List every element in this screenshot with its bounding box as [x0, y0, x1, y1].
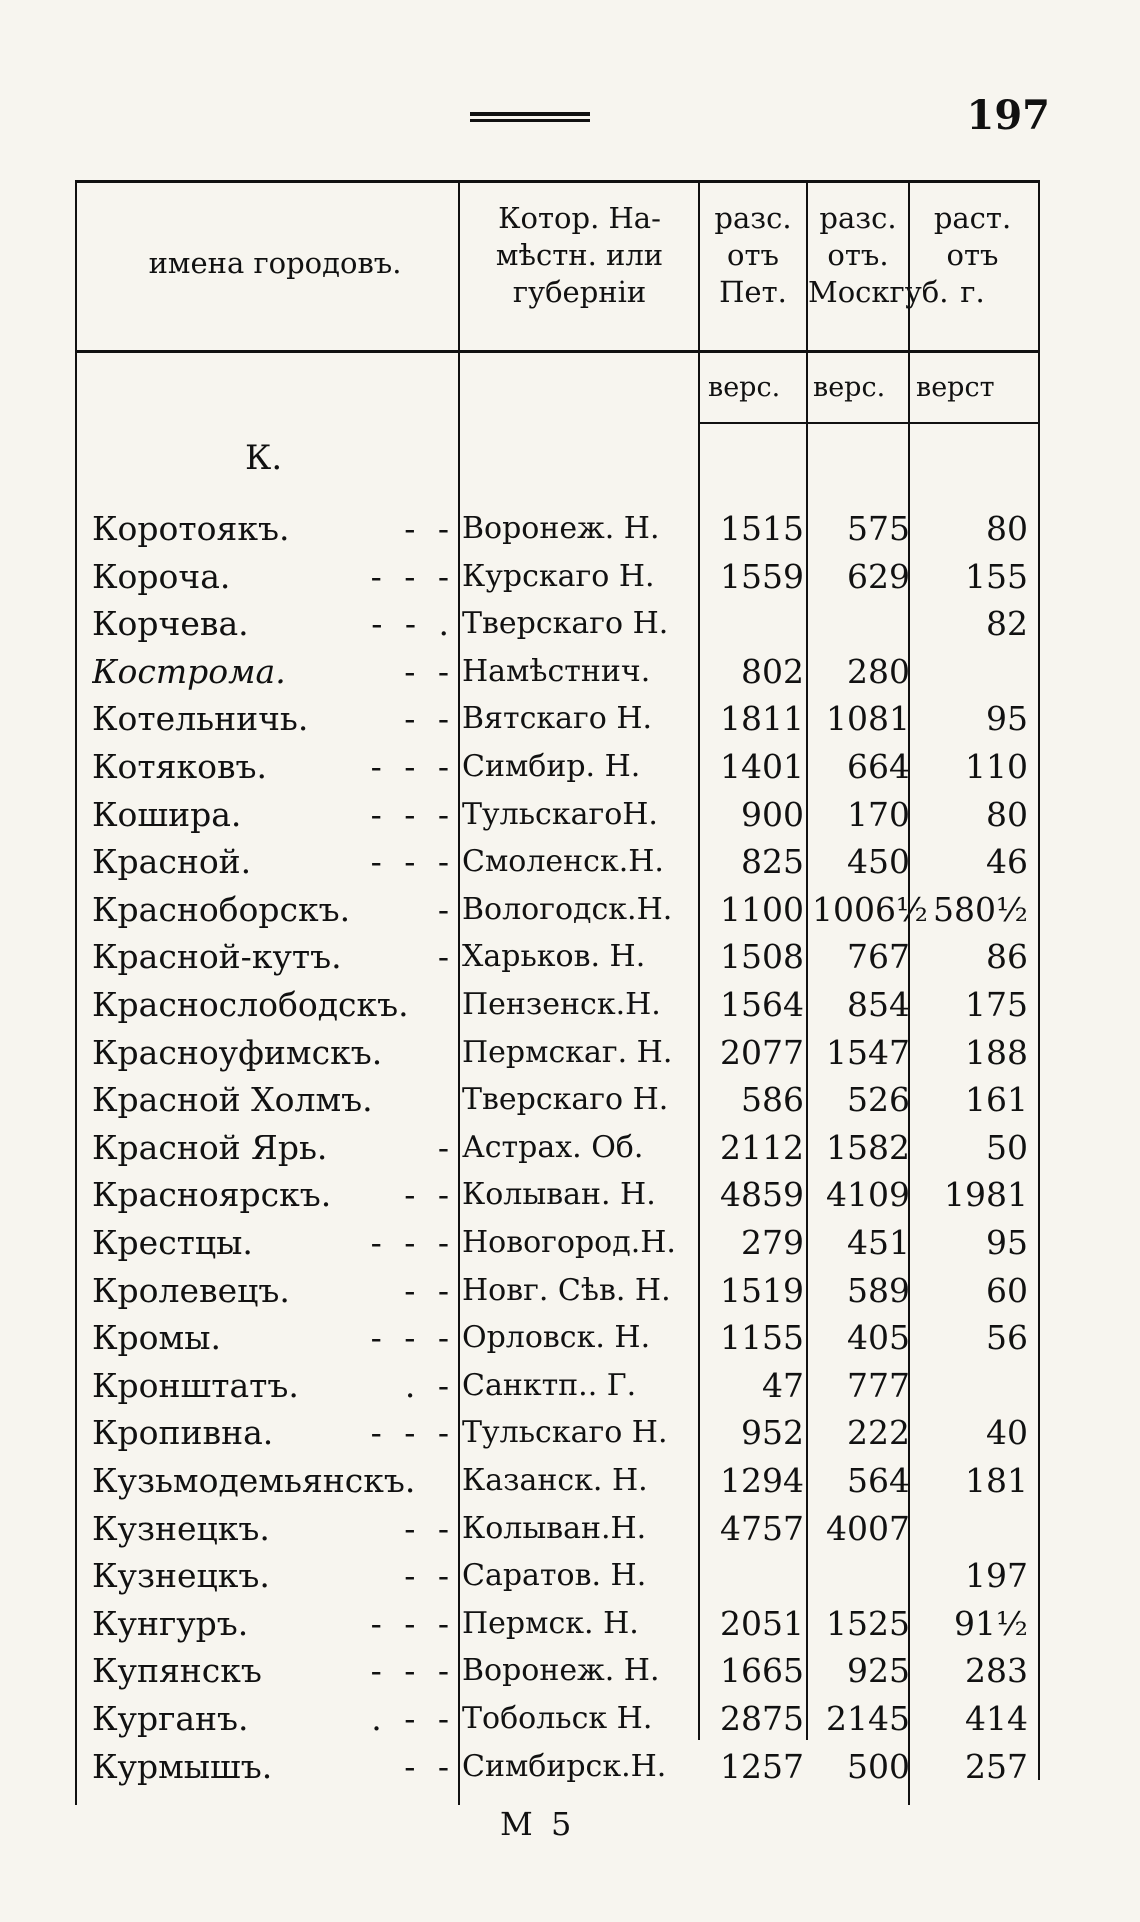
- distance-from-petersburg: 586: [741, 1080, 804, 1120]
- distance-from-petersburg: 825: [741, 842, 804, 882]
- distance-from-capital: 175: [965, 985, 1028, 1024]
- header-city: имена городовъ.: [148, 246, 402, 280]
- city-name: Красноуфимскъ.: [92, 1032, 383, 1072]
- province-name: Астрах. Об.: [462, 1129, 644, 1165]
- distance-from-moscow: 589: [847, 1270, 910, 1310]
- leader-dots: - - -: [370, 747, 455, 786]
- leader-dots: - - -: [370, 794, 455, 834]
- distance-from-moscow: 405: [847, 1318, 910, 1358]
- city-name: Красной Ярь.: [92, 1127, 328, 1167]
- distance-from-capital: 188: [965, 1032, 1028, 1072]
- distance-from-petersburg: 47: [762, 1365, 804, 1405]
- table-row: [0, 981, 1140, 1028]
- city-name: Кунгуръ.: [92, 1603, 249, 1643]
- distance-from-moscow: 4007: [826, 1508, 910, 1548]
- distance-from-capital: 82: [986, 604, 1028, 644]
- province-name: Пермск. Н.: [462, 1605, 639, 1641]
- province-name: Курскаго Н.: [462, 558, 655, 594]
- table-row: [0, 1409, 1140, 1456]
- city-name: Кролевецъ.: [92, 1270, 290, 1310]
- city-name: Кропивна.: [92, 1413, 274, 1453]
- table-row: [0, 1552, 1140, 1599]
- city-name: Купянскъ: [92, 1651, 262, 1691]
- distance-from-petersburg: 1401: [720, 747, 804, 786]
- city-name: Кузьмодемьянскъ.: [92, 1461, 416, 1500]
- city-name: Коротоякъ.: [92, 509, 290, 548]
- province-name: Вологодск.Н.: [462, 891, 673, 927]
- province-name: Симбирск.Н.: [462, 1748, 667, 1784]
- province-name: Орловск. Н.: [462, 1320, 651, 1356]
- province-name: Новг. Сѣв. Н.: [462, 1272, 671, 1308]
- leader-dots: - - -: [370, 1603, 455, 1643]
- distance-from-capital: 197: [965, 1556, 1028, 1596]
- distance-from-moscow: 925: [847, 1651, 910, 1691]
- province-name: Тобольск Н.: [462, 1701, 653, 1736]
- leader-dots: -: [437, 937, 455, 977]
- table-row: [0, 505, 1140, 552]
- city-name: Красной.: [92, 842, 252, 882]
- distance-from-moscow: 629: [847, 556, 910, 596]
- distance-from-capital: 56: [986, 1318, 1028, 1358]
- city-name: Красной Холмъ.: [92, 1080, 373, 1120]
- table-row: [0, 1505, 1140, 1552]
- distance-from-capital: 95: [986, 699, 1028, 739]
- distance-from-capital: 80: [986, 509, 1028, 548]
- leader-dots: . - -: [371, 1699, 455, 1738]
- leader-dots: - - -: [370, 842, 455, 882]
- distance-from-moscow: 575: [847, 509, 910, 548]
- city-name: Кузнецкъ.: [92, 1508, 270, 1548]
- distance-from-capital: 580½: [933, 889, 1028, 929]
- table-row: [0, 1314, 1140, 1361]
- leader-dots: - -: [404, 1270, 455, 1310]
- distance-from-petersburg: 802: [741, 651, 804, 691]
- leader-dots: - -: [404, 1175, 455, 1215]
- leader-dots: -: [437, 889, 455, 929]
- distance-from-petersburg: 1100: [720, 889, 804, 929]
- distance-from-capital: 46: [986, 842, 1028, 882]
- province-name: Казанск. Н.: [462, 1463, 648, 1498]
- distance-from-moscow: 500: [847, 1746, 910, 1786]
- table-row: [0, 553, 1140, 600]
- leader-dots: - - -: [370, 1651, 455, 1691]
- province-name: Воронеж. Н.: [462, 1653, 660, 1689]
- distance-from-petersburg: 2077: [720, 1032, 804, 1072]
- province-name: Симбир. Н.: [462, 749, 641, 784]
- city-name: Красноборскъ.: [92, 889, 351, 929]
- table-row: [0, 743, 1140, 790]
- distance-from-petersburg: 1508: [720, 937, 804, 977]
- distance-from-petersburg: 1257: [720, 1746, 804, 1786]
- table-row: [0, 838, 1140, 885]
- table-row: [0, 648, 1140, 695]
- distance-from-moscow: 564: [847, 1461, 910, 1500]
- distance-from-capital: 161: [965, 1080, 1028, 1120]
- table-row: [0, 1457, 1140, 1504]
- distance-from-moscow: 854: [847, 985, 910, 1024]
- province-name: Смоленск.Н.: [462, 844, 664, 880]
- unit-mos: верс.: [813, 372, 886, 403]
- province-name: Тверскаго Н.: [462, 1082, 669, 1118]
- header-from-gub: раст. отъ г.: [933, 201, 1012, 309]
- distance-from-moscow: 767: [847, 937, 910, 977]
- distance-from-capital: 283: [965, 1651, 1028, 1691]
- city-name: Кострома.: [92, 651, 286, 691]
- table-row: [0, 1362, 1140, 1409]
- city-name: Краснослободскъ.: [92, 985, 409, 1024]
- leader-dots: - -: [404, 651, 455, 691]
- distance-from-moscow: 4109: [826, 1175, 910, 1215]
- distance-from-petersburg: 1519: [720, 1270, 804, 1310]
- city-name: Красной-кутъ.: [92, 937, 342, 977]
- leader-dots: - - -: [370, 1413, 455, 1453]
- header-from-mos: разс. отъ. Москгуб.: [808, 201, 949, 309]
- leader-dots: - -: [404, 1746, 455, 1786]
- city-name: Корчева.: [92, 604, 249, 644]
- distance-from-petersburg: 1294: [720, 1461, 804, 1500]
- distance-from-capital: 181: [965, 1461, 1028, 1500]
- distance-from-moscow: 1081: [826, 699, 910, 739]
- leader-dots: - - -: [370, 556, 455, 596]
- table-row: [0, 886, 1140, 933]
- distance-from-moscow: 777: [847, 1365, 910, 1405]
- table-row: [0, 1743, 1140, 1790]
- distance-from-moscow: 2145: [826, 1699, 910, 1738]
- table-row: [0, 1171, 1140, 1218]
- distance-from-capital: 40: [986, 1413, 1028, 1453]
- distance-from-petersburg: 1665: [720, 1651, 804, 1691]
- section-letter: К.: [245, 438, 283, 478]
- distance-from-moscow: 664: [847, 747, 910, 786]
- province-name: Колыван. Н.: [462, 1177, 656, 1213]
- table-row: [0, 1219, 1140, 1266]
- table-row: [0, 695, 1140, 742]
- distance-from-moscow: 526: [847, 1080, 910, 1120]
- distance-from-capital: 257: [965, 1746, 1028, 1786]
- city-name: Курганъ.: [92, 1699, 249, 1738]
- leader-dots: - - .: [371, 604, 455, 644]
- province-name: Харьков. Н.: [462, 939, 646, 975]
- page-number: 197: [966, 92, 1050, 139]
- signature-mark: М 5: [500, 1805, 576, 1843]
- table-row: [0, 933, 1140, 980]
- distance-from-capital: 155: [965, 556, 1028, 596]
- province-name: Тульскаго Н.: [462, 1415, 668, 1451]
- city-name: Крестцы.: [92, 1223, 253, 1262]
- header-from-pet: разс. отъ Пет.: [714, 201, 792, 309]
- distance-from-capital: 60: [986, 1270, 1028, 1310]
- distance-from-petersburg: 4757: [720, 1508, 804, 1548]
- table-row: [0, 791, 1140, 838]
- unit-gub: верст: [916, 372, 995, 403]
- header-bottom-rule: [75, 350, 1040, 353]
- leader-dots: - -: [404, 1556, 455, 1596]
- distance-from-capital: 80: [986, 794, 1028, 834]
- distance-from-moscow: 170: [847, 794, 910, 834]
- distance-from-petersburg: 1515: [720, 509, 804, 548]
- province-name: Воронеж. Н.: [462, 511, 660, 546]
- header-rule: [470, 112, 590, 122]
- table-row: [0, 1076, 1140, 1123]
- province-name: Пензенск.Н.: [462, 987, 661, 1022]
- distance-from-moscow: 1547: [826, 1032, 910, 1072]
- distance-from-capital: 1981: [944, 1175, 1028, 1215]
- city-name: Кронштатъ.: [92, 1365, 299, 1405]
- units-rule: [700, 422, 1040, 424]
- table-row: [0, 1695, 1140, 1742]
- distance-from-moscow: 450: [847, 842, 910, 882]
- table-row: [0, 600, 1140, 647]
- province-name: Колыван.Н.: [462, 1510, 647, 1546]
- distance-from-petersburg: 952: [741, 1413, 804, 1453]
- distance-from-capital: 110: [965, 747, 1028, 786]
- table-row: [0, 1647, 1140, 1694]
- leader-dots: -: [437, 1127, 455, 1167]
- table-row: [0, 1124, 1140, 1171]
- distance-from-petersburg: 2875: [720, 1699, 804, 1738]
- province-name: Новогород.Н.: [462, 1225, 676, 1260]
- distance-from-petersburg: 1559: [720, 556, 804, 596]
- city-name: Кузнецкъ.: [92, 1556, 270, 1596]
- leader-dots: - -: [404, 699, 455, 739]
- city-name: Короча.: [92, 556, 231, 596]
- province-name: ТульскагоН.: [462, 796, 658, 832]
- table-row: [0, 1029, 1140, 1076]
- distance-from-moscow: 1525: [826, 1603, 910, 1643]
- distance-from-capital: 86: [986, 937, 1028, 977]
- distance-from-petersburg: 900: [741, 794, 804, 834]
- leader-dots: - - -: [370, 1223, 455, 1262]
- table-row: [0, 1600, 1140, 1647]
- province-name: Пермскаг. Н.: [462, 1034, 673, 1070]
- distance-from-capital: 414: [965, 1699, 1028, 1738]
- distance-from-petersburg: 1564: [720, 985, 804, 1024]
- province-name: Тверскаго Н.: [462, 606, 669, 642]
- province-name: Вятскаго Н.: [462, 701, 653, 737]
- province-name: Санктп.. Г.: [462, 1367, 637, 1403]
- leader-dots: . -: [404, 1365, 455, 1405]
- distance-from-moscow: 1006½: [812, 889, 928, 929]
- distance-from-moscow: 280: [847, 651, 910, 691]
- leader-dots: - - -: [370, 1318, 455, 1358]
- distance-from-moscow: 222: [847, 1413, 910, 1453]
- city-name: Котяковъ.: [92, 747, 268, 786]
- table-top-rule: [75, 180, 1040, 183]
- distance-from-capital: 91½: [954, 1603, 1028, 1643]
- table-row: [0, 1267, 1140, 1314]
- city-name: Курмышъ.: [92, 1746, 273, 1786]
- city-name: Кромы.: [92, 1318, 221, 1358]
- distance-from-petersburg: 2051: [720, 1603, 804, 1643]
- distance-from-capital: 95: [986, 1223, 1028, 1262]
- province-name: Намѣстнич.: [462, 653, 651, 689]
- province-name: Саратов. Н.: [462, 1558, 647, 1594]
- city-name: Котельничь.: [92, 699, 309, 739]
- leader-dots: - -: [404, 509, 455, 548]
- city-name: Красноярскъ.: [92, 1175, 332, 1215]
- distance-from-moscow: 451: [847, 1223, 910, 1262]
- unit-pet: верс.: [708, 372, 781, 403]
- city-name: Кошира.: [92, 794, 242, 834]
- distance-from-petersburg: 1811: [720, 699, 804, 739]
- distance-from-capital: 50: [986, 1127, 1028, 1167]
- distance-from-petersburg: 279: [741, 1223, 804, 1262]
- leader-dots: - -: [404, 1508, 455, 1548]
- distance-from-moscow: 1582: [826, 1127, 910, 1167]
- distance-from-petersburg: 4859: [720, 1175, 804, 1215]
- distance-from-petersburg: 2112: [720, 1127, 804, 1167]
- header-province: Котор. На- мѣстн. или губерніи: [495, 201, 664, 309]
- distance-from-petersburg: 1155: [720, 1318, 804, 1358]
